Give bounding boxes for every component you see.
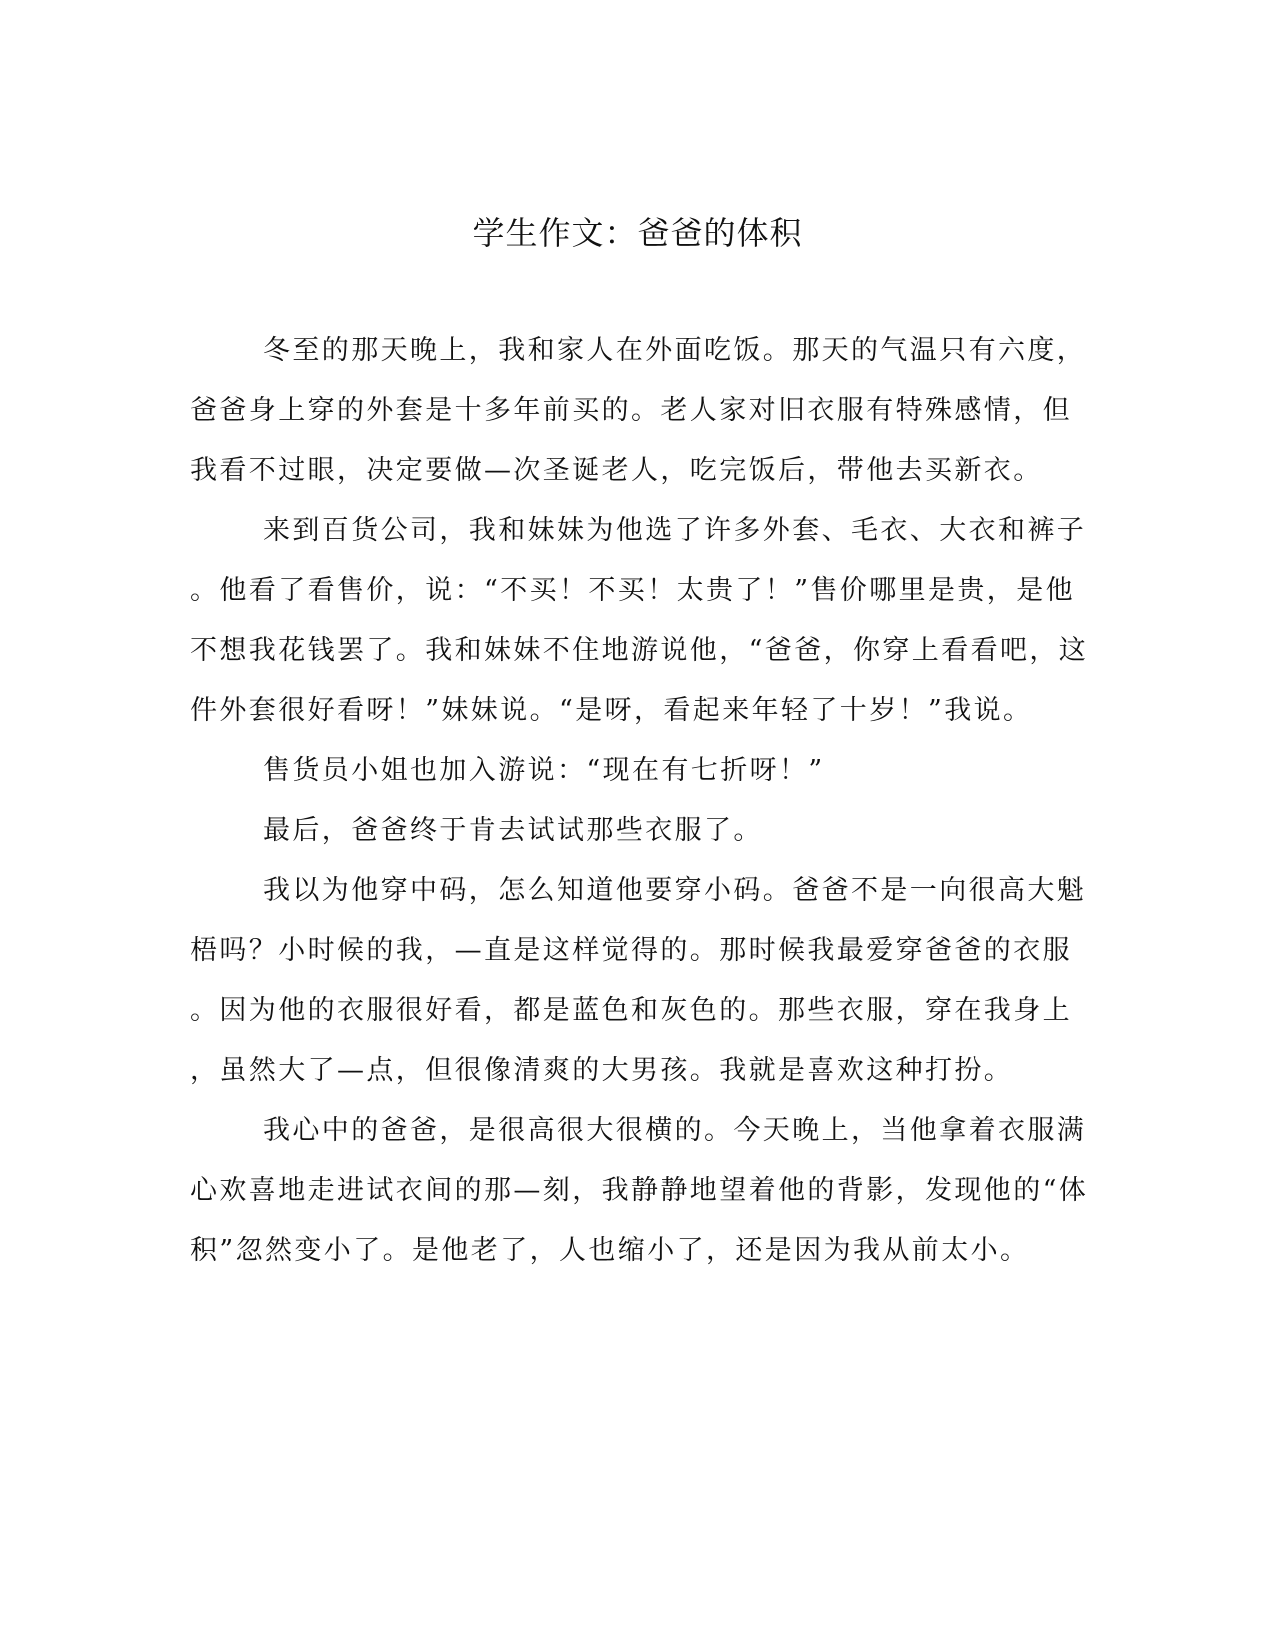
document-title: 学生作文：爸爸的体积 [472, 214, 803, 252]
text-line: 我心中的爸爸，是很高很大很横的。今天晚上，当他拿着衣服满 [263, 1115, 1087, 1146]
text-line: 冬至的那天晚上，我和家人在外面吃饭。那天的气温只有六度， [263, 335, 1087, 366]
text-line: 最后，爸爸终于肯去试试那些衣服了。 [263, 815, 763, 846]
text-line: 我以为他穿中码，怎么知道他要穿小码。爸爸不是一向很高大魁 [263, 875, 1087, 906]
text-line: 梧吗？小时候的我，—直是这样觉得的。那时候我最爱穿爸爸的衣服 [190, 935, 1072, 966]
text-line: 心欢喜地走进试衣间的那—刻，我静静地望着他的背影，发现他的“体 [190, 1175, 1089, 1206]
text-line: 。因为他的衣服很好看，都是蓝色和灰色的。那些衣服，穿在我身上 [190, 995, 1072, 1026]
text-line: 不想我花钱罢了。我和妹妹不住地游说他，“爸爸，你穿上看看吧，这 [190, 635, 1089, 666]
text-line: 爸爸身上穿的外套是十多年前买的。老人家对旧衣服有特殊感情，但 [190, 395, 1072, 426]
essay-body [190, 330, 1090, 1290]
text-line: 。他看了看售价，说：“不买！不买！太贵了！”售价哪里是贵，是他 [190, 575, 1076, 606]
text-line: 来到百货公司，我和妹妹为他选了许多外套、毛衣、大衣和裤子 [263, 515, 1087, 546]
text-line: ，虽然大了—点，但很像清爽的大男孩。我就是喜欢这种打扮。 [190, 1055, 1014, 1086]
text-line: 积”忽然变小了。是他老了，人也缩小了，还是因为我从前太小。 [190, 1235, 1030, 1266]
text-line: 我看不过眼，决定要做—次圣诞老人，吃完饭后，带他去买新衣。 [190, 455, 1043, 486]
text-line: 件外套很好看呀！”妹妹说。“是呀，看起来年轻了十岁！”我说。 [190, 695, 1033, 726]
text-line: 售货员小姐也加入游说：“现在有七折呀！” [263, 755, 825, 786]
